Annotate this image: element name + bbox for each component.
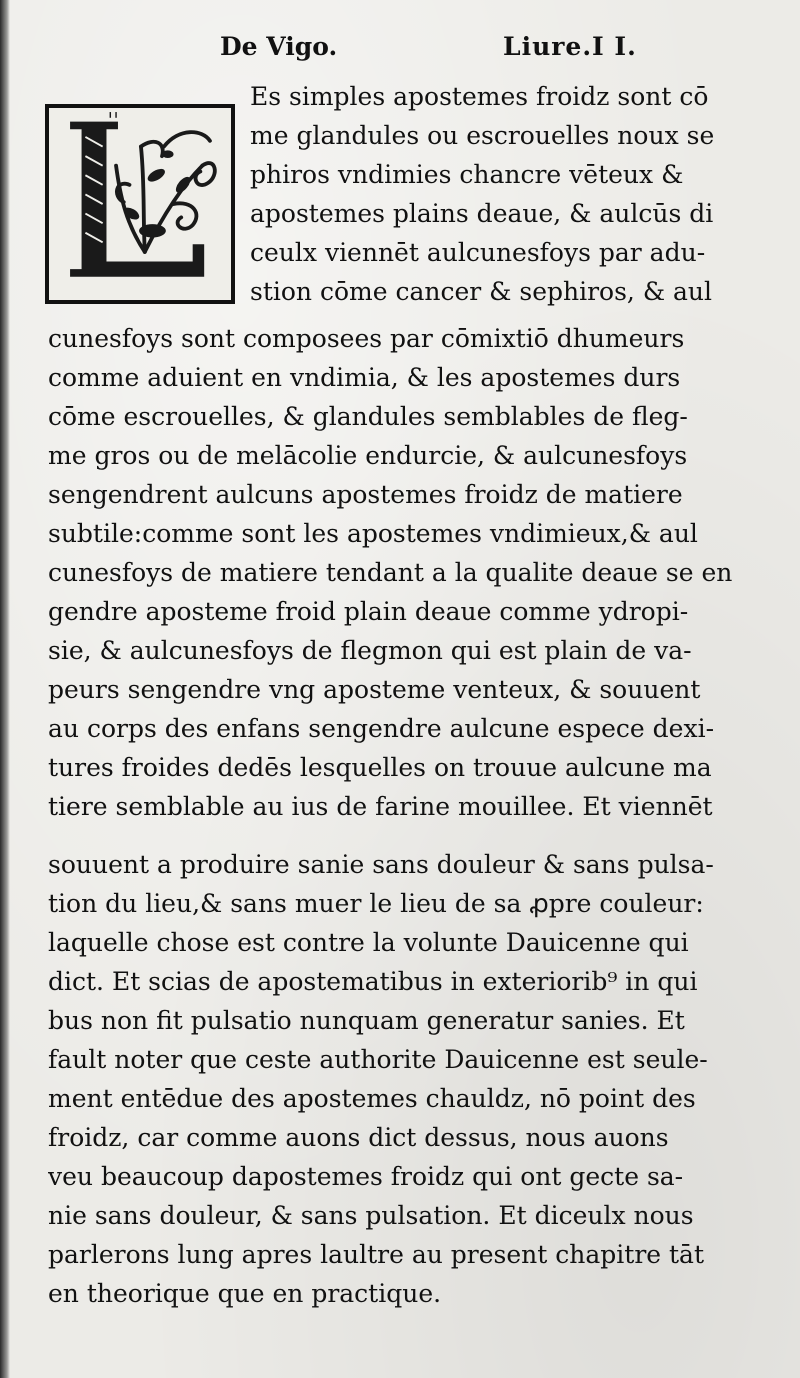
text-line: comme aduient en vndimia, & les apostemes durs (48, 363, 681, 392)
text-line: cunesfoys sont composees par cōmixtiō dhumeurs (48, 324, 685, 353)
text-line: me gros ou de melācolie endurcie, & aulcunesfoys (48, 441, 688, 470)
text-line: sie, & aulcunesfoys de flegmon qui est plain de va- (48, 636, 692, 665)
page-gutter-shadow (0, 0, 10, 1378)
running-head (0, 32, 800, 68)
text-line: tion du lieu,& sans muer le lieu de sa ꝓpre couleur: (48, 889, 704, 918)
text-line: ceulx viennēt aulcunesfoys par adu- (250, 238, 706, 267)
text-line: laquelle chose est contre la volunte Dauicenne qui (48, 928, 689, 957)
text-line: cunesfoys de matiere tendant a la qualite deaue se en (48, 558, 733, 587)
text-line: cōme escrouelles, & glandules semblables de fleg- (48, 402, 688, 431)
text-line: tures froides dedēs lesquelles on trouue aulcune ma (48, 753, 712, 782)
text-line: me glandules ou escrouelles noux se (250, 121, 715, 150)
decorated-initial (45, 104, 235, 304)
text-line: phiros vndimies chancre vēteux & (250, 160, 684, 189)
text-line: souuent a produire sanie sans douleur & sans pulsa- (48, 850, 714, 879)
text-line: sengendrent aulcuns apostemes froidz de matiere (48, 480, 683, 509)
text-line: ment entēdue des apostemes chauldz, nō point des (48, 1084, 696, 1113)
text-line: dict. Et scias de apostematibus in exteriorib⁹ in qui (48, 967, 698, 996)
text-line: au corps des enfans sengendre aulcune espece dexi- (48, 714, 715, 743)
text-line: fault noter que ceste authorite Dauicenne est seule- (48, 1045, 708, 1074)
text-line: apostemes plains deaue, & aulcūs di (250, 199, 714, 228)
text-line: Es simples apostemes froidz sont cō (250, 82, 709, 111)
text-line: bus non fit pulsatio nunquam generatur sanies. Et (48, 1006, 685, 1035)
running-head-author: De Vigo. (220, 32, 338, 61)
text-line: subtile:comme sont les apostemes vndimieux,& aul (48, 519, 698, 548)
text-line: tiere semblable au ius de farine mouillee. Et viennēt (48, 792, 713, 821)
decorated-initial-l-image (49, 108, 231, 300)
text-line: peurs sengendre vng aposteme venteux, & souuent (48, 675, 701, 704)
text-line: nie sans douleur, & sans pulsation. Et diceulx nous (48, 1201, 694, 1230)
running-head-book: Liure.I I. (503, 32, 637, 61)
text-line: en theorique que en practique. (48, 1279, 442, 1308)
text-line: froidz, car comme auons dict dessus, nous auons (48, 1123, 669, 1152)
text-line: parlerons lung apres laultre au present chapitre tāt (48, 1240, 705, 1269)
text-line: stion cōme cancer & sephiros, & aul (250, 277, 713, 306)
text-line: veu beaucoup dapostemes froidz qui ont gecte sa- (48, 1162, 684, 1191)
text-line: gendre aposteme froid plain deaue comme ydropi- (48, 597, 689, 626)
